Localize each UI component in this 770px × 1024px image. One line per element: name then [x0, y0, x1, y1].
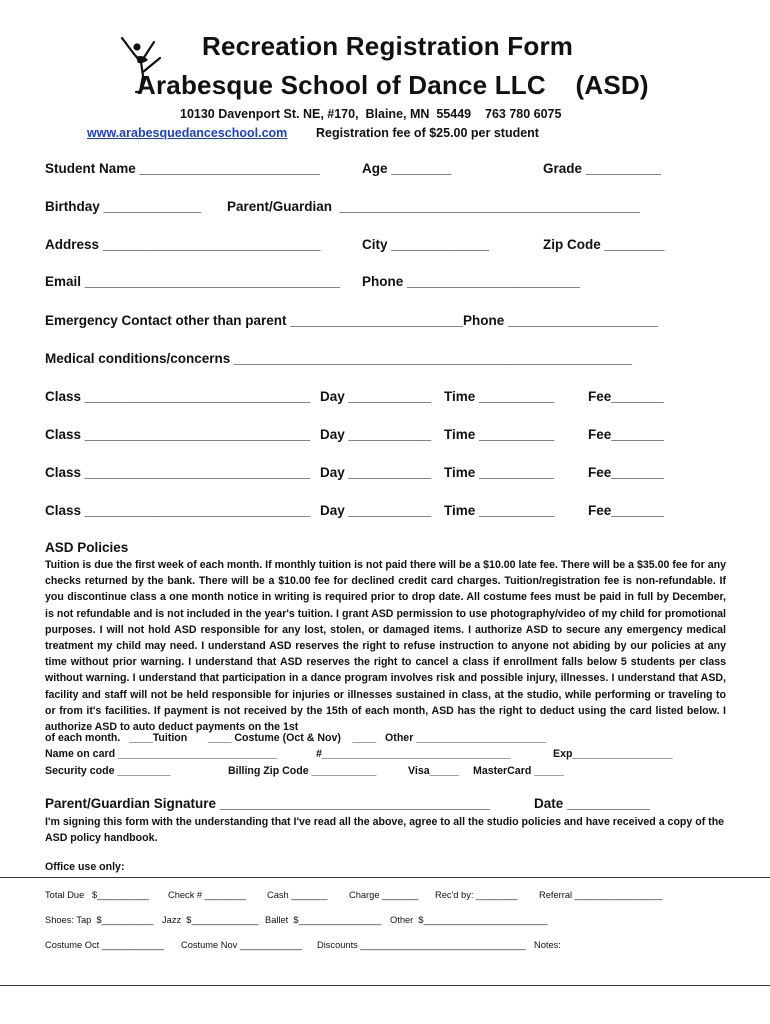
mastercard-option[interactable]: MasterCard _____ [473, 765, 564, 777]
fee-field[interactable]: Fee_______ [588, 427, 664, 442]
class-field[interactable]: Class ______________________________ [45, 503, 311, 518]
card-number-field[interactable]: #________________________________ [316, 748, 511, 760]
charge-field[interactable]: Charge _______ [349, 890, 419, 900]
guardian-signature-field[interactable]: Parent/Guardian Signature ____________________________________ [45, 796, 491, 811]
shoes-tap-field[interactable]: Shoes: Tap $__________ [45, 915, 154, 925]
name-on-card-field[interactable]: Name on card ___________________________ [45, 748, 278, 760]
signature-statement: I'm signing this form with the understanding that I've read all the above, agree to all the studio policies and have received a copy of the ASD policy handbook. [45, 816, 725, 845]
time-field[interactable]: Time __________ [444, 427, 555, 442]
age-field[interactable]: Age ________ [362, 161, 452, 176]
emergency-contact-field[interactable]: Emergency Contact other than parent _______________________Phone ____________________ [45, 313, 659, 328]
city-field[interactable]: City _____________ [362, 237, 489, 252]
time-field[interactable]: Time __________ [444, 465, 555, 480]
billing-zip-field[interactable]: Billing Zip Code ___________ [228, 765, 377, 777]
fee-field[interactable]: Fee_______ [588, 389, 664, 404]
address-field[interactable]: Address _____________________________ [45, 237, 321, 252]
office-top-divider [0, 877, 770, 878]
referral-field[interactable]: Referral _________________ [539, 890, 663, 900]
email-field[interactable]: Email __________________________________ [45, 274, 341, 289]
zip-code-field[interactable]: Zip Code ________ [543, 237, 665, 252]
policies-heading: ASD Policies [45, 540, 129, 555]
received-by-field[interactable]: Rec'd by: ________ [435, 890, 518, 900]
check-number-field[interactable]: Check # ________ [168, 890, 247, 900]
registration-fee-note: Registration fee of $25.00 per student [316, 126, 539, 140]
other-field[interactable]: Other $________________________ [390, 915, 548, 925]
cash-field[interactable]: Cash _______ [267, 890, 328, 900]
medical-conditions-field[interactable]: Medical conditions/concerns _____________________________________________________ [45, 351, 632, 366]
ballet-field[interactable]: Ballet $________________ [265, 915, 382, 925]
security-code-field[interactable]: Security code _________ [45, 765, 171, 777]
fee-field[interactable]: Fee_______ [588, 465, 664, 480]
student-name-field[interactable]: Student Name ________________________ [45, 161, 320, 176]
parent-guardian-field[interactable]: Parent/Guardian ________________________________________ [227, 199, 640, 214]
costume-nov-field[interactable]: Costume Nov ____________ [181, 940, 302, 950]
discounts-field[interactable]: Discounts ________________________________ [317, 940, 526, 950]
day-field[interactable]: Day ___________ [320, 503, 432, 518]
form-title: Recreation Registration Form [202, 31, 574, 61]
jazz-field[interactable]: Jazz $_____________ [162, 915, 259, 925]
time-field[interactable]: Time __________ [444, 389, 555, 404]
website-link[interactable]: www.arabesquedanceschool.com [87, 126, 288, 140]
school-address: 10130 Davenport St. NE, #170, Blaine, MN 55449 763 780 6075 [180, 107, 562, 121]
school-name: Arabesque School of Dance LLC (ASD) [137, 70, 649, 100]
time-field[interactable]: Time __________ [444, 503, 555, 518]
birthday-field[interactable]: Birthday _____________ [45, 199, 202, 214]
office-use-heading: Office use only: [45, 861, 125, 873]
phone-field[interactable]: Phone _______________________ [362, 274, 580, 289]
auto-deduct-options[interactable]: of each month. ____Tuition ____ Costume (Oct & Nov) ____ Other ______________________ [45, 732, 546, 744]
day-field[interactable]: Day ___________ [320, 427, 432, 442]
notes-label: Notes: [534, 940, 561, 950]
total-due-field[interactable]: Total Due $__________ [45, 890, 149, 900]
grade-field[interactable]: Grade __________ [543, 161, 661, 176]
class-field[interactable]: Class ______________________________ [45, 389, 311, 404]
card-exp-field[interactable]: Exp_________________ [553, 748, 673, 760]
costume-oct-field[interactable]: Costume Oct ____________ [45, 940, 164, 950]
policies-text: Tuition is due the first week of each month. If monthly tuition is not paid there will be a $10.00 late fee. There will be a $35.00 fee for any checks returned by the bank. There will be a $10.00 fee for declined credit card charges. Tuition/registration fee is non-refundable. If you discontinue class a one month notice in writing is required prior to drop date. All costume fees must be paid in full by December, is not refundable and is not included in the year's tuition. I grant ASD permission to use photography/video of my child for promotional purposes. I will not hold ASD responsible for any lost, stolen, or damaged items. I authorize ASD to secure any emergency medical treatment my child may need. I understand ASD reserves the right to refuse instruction to anyone not abiding by our policies at any time without prior warning. I understand that ASD reserves the right to cancel a class if enrollment falls below 5 students per class without warning. I understand that participation in a dance program involves risk and possible injury, illnesses. I understand that ASD, facility and staff will not be held responsible for injuries or illnesses sustained in class, at the studio, while performing or traveling to or from it's facilities. If payment is not received by the 15th of each month, ASD has the right to deduct using the card listed below. I authorize ASD to auto deduct payments on the 1st [45, 559, 726, 734]
day-field[interactable]: Day ___________ [320, 389, 432, 404]
fee-field[interactable]: Fee_______ [588, 503, 664, 518]
visa-option[interactable]: Visa_____ [408, 765, 460, 777]
day-field[interactable]: Day ___________ [320, 465, 432, 480]
signature-date-field[interactable]: Date ___________ [534, 796, 650, 811]
class-field[interactable]: Class ______________________________ [45, 427, 311, 442]
office-bottom-divider [0, 985, 770, 986]
class-field[interactable]: Class ______________________________ [45, 465, 311, 480]
